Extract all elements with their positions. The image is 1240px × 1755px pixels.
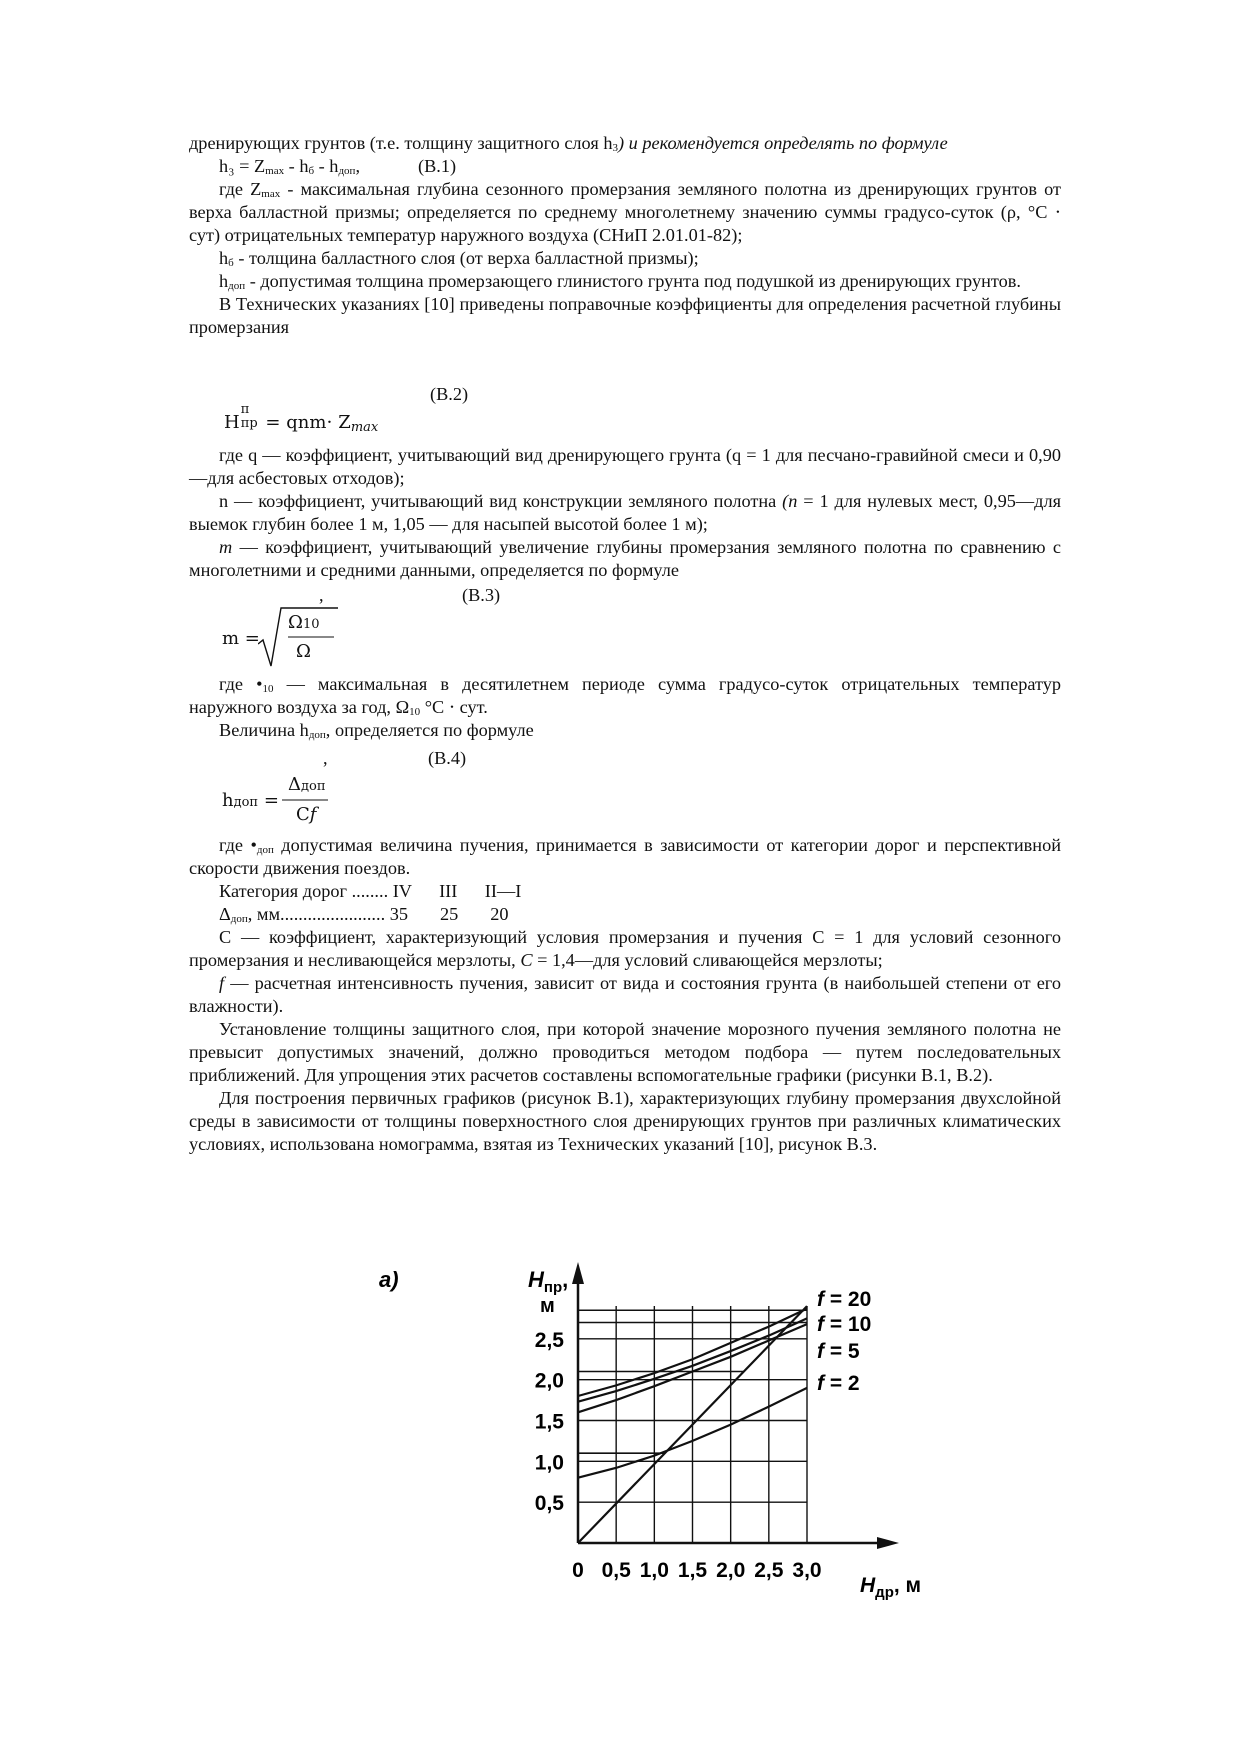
series-label: f = 20: [817, 1288, 872, 1311]
formula-comma-2: ,: [323, 748, 328, 768]
series-label: f = 2: [817, 1372, 860, 1395]
y-axis-arrow-icon: [572, 1262, 584, 1284]
y-axis-label: $H_{пр}$,: [528, 1267, 569, 1296]
equation-number-b3: (В.3): [462, 585, 501, 605]
panel-label: а): [379, 1267, 399, 1292]
y-tick-label: 0,5: [534, 1492, 564, 1516]
y-axis-unit: м: [540, 1295, 555, 1317]
document-page: дренирующих грунтов (т.е. толщину защитного слоя $h_3$) и рекомендуется определять по формуле $h_3 = Z_{max} - h_б - h_{доп}$, (В.1) где $Z_{max}$ - максимальная глубина сезонного промерзания земляного полотна из дренирующих грунтов от верха балластной призмы; определяется по среднему многолетнему значению суммы градусо-суток (ρ, °С ⋅ сут) отрицательных температур наружного воздуха (СНиП 2.01.01-82); $h_б$ - толщина балластного слоя (от верха балластной призмы); $h_{доп}$ - допустимая толщина промерзающего глинистого грунта под подушкой из дренирующих грунтов. В Технических указаниях [10] приведены поправочные коэффициенты для определения расчетной глубины промерзания (В.2) H п пр = qnm⋅ Zmax где q — коэффициент, учитывающий вид дренирующего грунта (q = 1 для песчано-гравийной смеси и 0,90 —для асбестовых отходов); n — коэффициент, учитывающий вид конструкции земляного полотна (n = 1 для нулевых мест, 0,95—для выемок глубин более 1 м, 1,05 — для насыпей высотой более 1 м); m — коэффициент, учитывающий увеличение глубины промерзания земляного полотна по сравнению с многолетними и средними данными, определяется по формуле , (В.3) m = Ω10 Ω где $•_{10}$ — максимальная в десятилетнем периоде сумма градусо-суток отрицательных температур наружного воздуха за год, $\Omega_{10}$ °С ⋅ сут. Величина $h_{доп}$, определяется по формуле , (В.4) hдоп = Δдоп Сf где $•_{доп}$ допустимая величина пучения, принимается в зависимости от категории дорог и перспективной скорости движения поездов. Категория дорог ........ IV III II—I $\Delta_{доп}$, мм....................... 35 25 20 С — коэффициент, характеризующий условия промерзания и пучения С = 1 для условий сезонного промерзания и несливающейся мерзлоты, С = 1,4—для условий сливающейся мерзлоты; f — расчетная интенсивность пучения, зависит от вида и состояния грунта (в наибольшей степени от его влажности). Установление толщины защитного слоя, при которой значение морозного пучения земляного полотна не превысит допустимых значений, должно проводиться методом подбора — путем последовательных приближений. Для упрощения этих расчетов составлены вспомогательные графики (рисунки В.1, В.2). Для построения первичных графиков (рисунок В.1), характеризующих глубину промерзания двухслойной среды в зависимости от толщины поверхностного слоя дренирующих грунтов при различных климатических условиях, использована номограмма, взятая из Технических указаний [10], рисунок В.3. а) $H_{пр}$, м $H_{др}$, м 0 0,5 1,0 1,5 2,0 2,5 3,0 0,5 1,0 1,5 2,0 2,5 f = 20 f = 10 f = 5 f = 2: [0, 0, 1240, 1755]
paragraph-tech-instructions: В Технических указаниях [10] приведены поправочные коэффициенты для определения расчетной глубины промерзания: [189, 294, 1061, 337]
x-tick-label: 2,0: [716, 1559, 746, 1582]
x-tick-label: 1,0: [639, 1559, 669, 1582]
y-tick-label: 2,5: [534, 1328, 564, 1352]
paragraph-1: дренирующих грунтов (т.е. толщину защитного слоя $h_3$) и рекомендуется определять по формуле: [189, 133, 948, 154]
x-tick-label: 0,5: [601, 1559, 631, 1582]
paragraph-primary-graphs: Для построения первичных графиков (рисунок В.1), характеризующих глубину промерзания двухслойной среды в зависимости от толщины поверхностного слоя дренирующих грунтов при различных климатических условиях, использована номограмма, взятая из Технических указаний [10], рисунок В.3.: [189, 1088, 1061, 1154]
equation-number-b2: (В.2): [430, 384, 469, 404]
paragraph-m: m — коэффициент, учитывающий увеличение глубины промерзания земляного полотна по сравнению с многолетними и средними данными, определяется по формуле: [189, 537, 1061, 580]
y-tick-label: 2,0: [534, 1369, 564, 1393]
paragraph-zmax: где $Z_{max}$ - максимальная глубина сезонного промерзания земляного полотна из дренирующих грунтов от верха балластной призмы; определяется по среднему многолетнему значению суммы градусо-суток (ρ, °С ⋅ сут) отрицательных температур наружного воздуха (СНиП 2.01.01-82);: [189, 179, 1061, 245]
paragraph-hdop-formula: Величина $h_{доп}$, определяется по формуле: [219, 720, 534, 741]
series-label: f = 10: [817, 1313, 872, 1336]
equation-b1: $h_3 = Z_{max} - h_б - h_{доп}$, (В.1): [219, 156, 457, 177]
x-tick-label: 0: [572, 1559, 584, 1582]
paragraph-hdop: $h_{доп}$ - допустимая толщина промерзающего глинистого грунта под подушкой из дренирующих грунтов.: [219, 271, 1021, 292]
formula-comma: ,: [319, 585, 324, 605]
equation-number-b4: (В.4): [428, 748, 467, 768]
x-axis-arrow-icon: [877, 1537, 899, 1549]
formula-b2: H п пр = qnm⋅ Zmax: [224, 402, 379, 435]
chart-legend: [817, 1288, 871, 1395]
y-tick-label: 1,5: [534, 1410, 564, 1434]
paragraph-n: n — коэффициент, учитывающий вид конструкции земляного полотна (n = 1 для нулевых мест, 0,95—для выемок глубин более 1 м, 1,05 — для насыпей высотой более 1 м);: [189, 491, 1062, 534]
paragraph-omega: где $•_{10}$ — максимальная в десятилетнем периоде сумма градусо-суток отрицательных температур наружного воздуха за год, $\Omega_{10}$ °С ⋅ сут.: [189, 674, 1062, 718]
x-tick-label: 2,5: [754, 1559, 784, 1582]
equation-number: (В.1): [418, 156, 457, 176]
x-tick-label: 1,5: [677, 1559, 708, 1582]
road-category-row: Категория дорог ........ IV III II—I: [219, 881, 522, 901]
x-axis-label: $H_{др}$, м: [860, 1574, 922, 1601]
x-tick-label: 3,0: [792, 1559, 822, 1582]
y-tick-label: 1,0: [534, 1451, 564, 1475]
paragraph-q: где q — коэффициент, учитывающий вид дренирующего грунта (q = 1 для песчано-гравийной смеси и 0,90 —для асбестовых отходов);: [189, 445, 1061, 488]
paragraph-hb: $h_б$ - толщина балластного слоя (от верха балластной призмы);: [219, 248, 699, 269]
paragraph-protective-layer: Установление толщины защитного слоя, при которой значение морозного пучения земляного полотна не превысит допустимых значений, должно проводиться методом подбора — путем последовательных приближений. Для упрощения этих расчетов составлены вспомогательные графики (рисунки В.1, В.2).: [189, 1019, 1061, 1085]
paragraph-delta: где $•_{доп}$ допустимая величина пучения, принимается в зависимости от категории дорог и перспективной скорости движения поездов.: [189, 835, 1062, 878]
delta-row: $\Delta_{доп}$, мм....................... 35 25 20: [219, 904, 509, 925]
series-label: f = 5: [817, 1340, 860, 1363]
paragraph-c: С — коэффициент, характеризующий условия промерзания и пучения С = 1 для условий сезонного промерзания и несливающейся мерзлоты, С = 1,4—для условий сливающейся мерзлоты;: [189, 927, 1061, 970]
paragraph-f: f — расчетная интенсивность пучения, зависит от вида и состояния грунта (в наибольшей степени от его влажности).: [189, 973, 1061, 1016]
